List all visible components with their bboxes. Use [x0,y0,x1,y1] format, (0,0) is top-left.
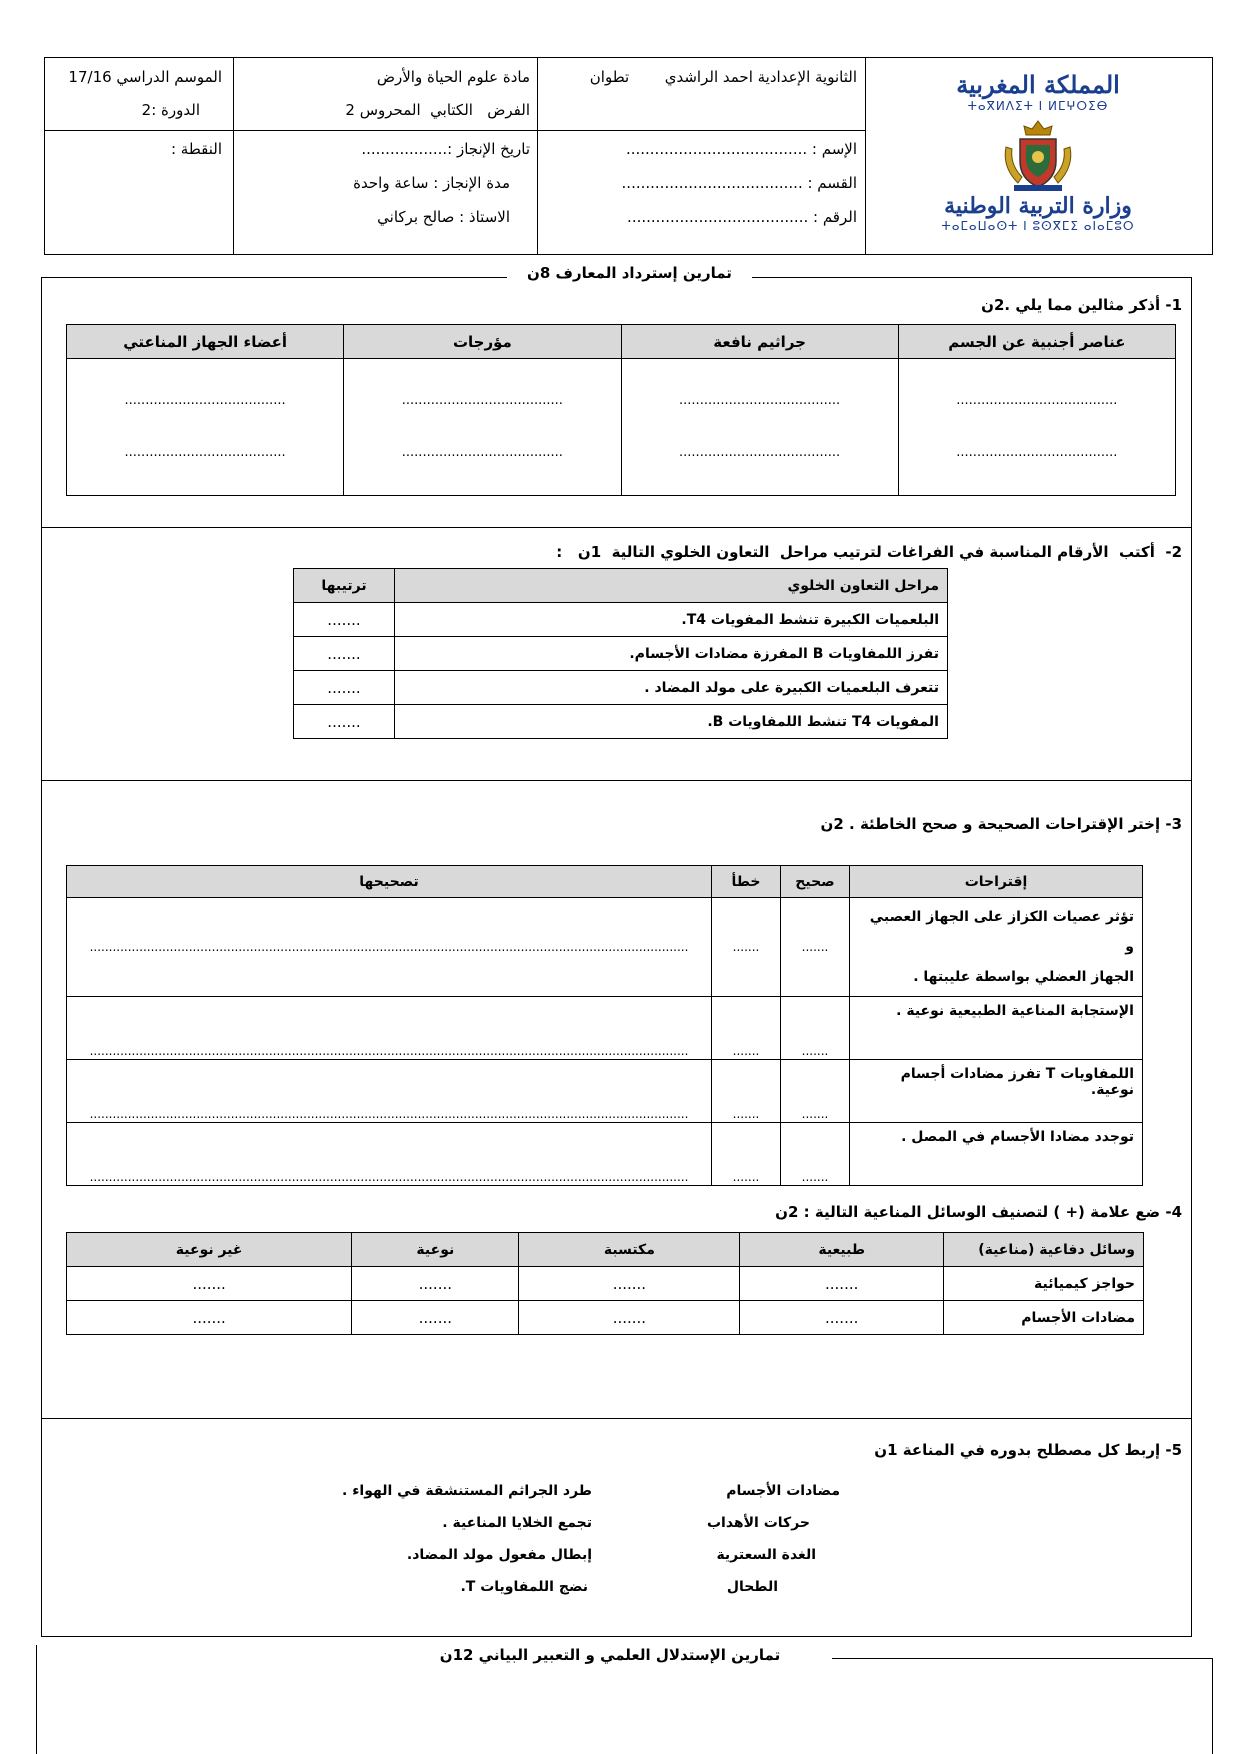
q3-statement: توجدد مضادا الأجسام في المصل . [850,1123,1143,1186]
q3-dots: ....... [801,1107,829,1121]
q3-header: صحيح [781,866,850,898]
q4-header: وسائل دفاعية (مناعية) [944,1233,1144,1267]
q3-true-cell[interactable] [781,1060,850,1123]
section-divider [41,1418,1192,1419]
q4-dots: ....... [418,1308,453,1327]
q4-mark-cell[interactable] [519,1301,740,1335]
q1-answer-dots: ....................................... [956,393,1118,408]
q1-table [66,324,1176,496]
q2-order-cell[interactable] [294,671,395,705]
q3-dots: ....... [732,1170,760,1184]
grade-field[interactable]: النقطة : [170,140,222,158]
ministry-logo [870,62,1206,250]
q5-term[interactable]: حركات الأهداب [706,1515,810,1531]
q4-mark-cell[interactable] [67,1301,352,1335]
q1-answer-dots: ....................................... [124,393,286,408]
part1-title: تمارين إسترداد المعارف 8ن [527,264,732,282]
exam-session: الدورة :2 [141,101,200,119]
header-divider [233,57,234,254]
q3-dots: ....... [801,940,829,954]
kingdom-tifinagh: ⵜⴰⴳⵍⴷⵉⵜ ⵏ ⵍⵎⵖⵔⵉⴱ [967,99,1109,113]
student-class-field[interactable]: القسم : ...................................... [621,174,857,192]
q4-mark-cell[interactable] [519,1267,740,1301]
q4-dots: ....... [612,1274,647,1293]
q4-dots: ....... [612,1308,647,1327]
ministry-tifinagh: ⵜⴰⵎⴰⵡⴰⵙⵜ ⵏ ⵓⵙⴳⵎⵉ ⴰⵏⴰⵎⵓⵔ [941,219,1135,233]
q4-header: طبيعية [740,1233,944,1267]
q3-title: 3- إختر الإقتراحات الصحيحة و صحح الخاطئة . 2ن [820,815,1182,833]
q3-true-cell[interactable] [781,898,850,997]
q5-terms [660,1475,840,1603]
q2-header: ترتيبها [294,569,395,603]
q5-term[interactable]: الطحال [726,1579,778,1595]
q1-answer-dots: ....................................... [956,445,1118,460]
school-name: الثانوية الإعدادية احمد الراشدي [664,68,857,86]
q2-order-cell[interactable] [294,705,395,739]
q5-role[interactable]: إبطال مفعول مولد المضاد. [406,1547,592,1563]
q2-table [293,568,948,739]
part2-border-top [832,1658,1213,1659]
header-divider [44,130,866,131]
q4-dots: ....... [192,1308,226,1327]
q1-answer-dots: ....................................... [401,445,563,460]
part2-border-right [1212,1658,1213,1754]
q5-title: 5- إربط كل مصطلح بدوره في المناعة 1ن [874,1441,1182,1459]
q2-row-text: تتعرف البلعميات الكبيرة على مولد المضاد . [395,671,948,705]
q2-order-dots: ....... [327,678,361,697]
q4-mark-cell[interactable] [352,1301,519,1335]
q4-mark-cell[interactable] [740,1301,944,1335]
q4-title: 4- ضع علامة (+ ) لتصنيف الوسائل المناعية التالية : 2ن [775,1203,1182,1221]
q3-header: خطأ [712,866,781,898]
q3-true-cell[interactable] [781,997,850,1060]
q1-answer-cell[interactable] [67,359,344,496]
q4-dots: ....... [825,1274,859,1293]
q3-statement: الجهاز العضلي بواسطة عليبتها . [913,969,1134,985]
q4-row-label: مضادات الأجسام [944,1301,1144,1335]
q5-term[interactable]: الغدة السعترية [716,1547,816,1563]
part2-border-left [36,1645,37,1754]
q1-answer-dots: ....................................... [401,393,563,408]
q3-true-cell[interactable] [781,1123,850,1186]
q3-correction-cell[interactable] [67,997,712,1060]
q1-answer-dots: ....................................... [679,445,841,460]
q2-row-text: البلعميات الكبيرة تنشط المفويات T4. [395,603,948,637]
q3-correction-cell[interactable] [67,1060,712,1123]
q3-statement: الإستجابة المناعية الطبيعية نوعية . [850,997,1143,1060]
q5-role[interactable]: نضج اللمفاويات T. [460,1579,588,1595]
q1-answer-cell[interactable] [621,359,898,496]
q4-row-label: حواجز كيميائية [944,1267,1144,1301]
q1-answer-dots: ....................................... [679,393,841,408]
header-divider [865,57,866,254]
q5-role[interactable]: تجمع الخلايا المناعية . [442,1515,592,1531]
part1-border-left [41,277,42,1637]
q2-order-dots: ....... [327,610,361,629]
q4-table [66,1232,1144,1335]
q3-dots: ............................................................................................................................................................. [89,1107,689,1121]
q4-mark-cell[interactable] [740,1267,944,1301]
q3-dots: ....... [732,1107,760,1121]
kingdom-name: المملكة المغربية [956,70,1120,99]
section-divider [41,780,1192,781]
q5-role[interactable]: طرد الجراثم المستنشقة في الهواء . [342,1483,592,1499]
subject: مادة علوم الحياة والأرض [376,68,530,86]
q1-answer-dots: ....................................... [124,445,286,460]
city-name: تطوان [589,68,630,86]
q4-mark-cell[interactable] [67,1267,352,1301]
section-divider [41,527,1192,528]
q2-header: مراحل التعاون الخلوي [395,569,948,603]
header-divider [537,57,538,254]
part1-border-top [752,277,1192,278]
q4-header: نوعية [352,1233,519,1267]
q2-order-cell[interactable] [294,603,395,637]
q2-row-text: المفويات T4 تنشط اللمفاويات B. [395,705,948,739]
q3-false-cell[interactable] [712,1060,781,1123]
q3-header: تصحيحها [67,866,712,898]
q4-dots: ....... [825,1308,859,1327]
q3-dots: ....... [801,1170,829,1184]
q3-statement: تؤثر عصيات الكزاز على الجهاز العصبي و [869,909,1134,955]
q3-false-cell[interactable] [712,997,781,1060]
student-name-field[interactable]: الإسم : ...................................... [625,140,857,158]
q4-header: مكتسبة [519,1233,740,1267]
q5-roles [300,1475,592,1603]
q3-correction-cell[interactable] [67,1123,712,1186]
q4-dots: ....... [192,1274,226,1293]
part1-border-top [41,277,507,278]
exam-date-field[interactable]: تاريخ الإنجاز :.................. [361,140,530,158]
q3-statement: اللمفاويات T تفرز مضادات أجسام نوعية. [850,1060,1143,1123]
q3-dots: ....... [732,940,760,954]
q4-header: غير نوعية [67,1233,352,1267]
teacher-name: الاستاذ : صالح بركاني [377,208,510,226]
q4-dots: ....... [418,1274,453,1293]
q3-dots: ............................................................................................................................................................. [89,1170,689,1184]
q2-order-dots: ....... [327,644,361,663]
q3-false-cell[interactable] [712,1123,781,1186]
q1-answer-cell[interactable] [344,359,621,496]
q3-header: إقتراحات [850,866,1143,898]
q2-row-text: تفرز اللمفاويات B المفرزة مضادات الأجسام. [395,637,948,671]
exam-duration: مدة الإنجاز : ساعة واحدة [353,174,510,192]
q1-title: 1- أذكر مثالين مما يلي .2ن [981,296,1182,314]
section-divider [41,1636,1192,1637]
q1-header: أعضاء الجهاز المناعتي [67,325,344,359]
q1-header: مؤرجات [344,325,621,359]
ministry-name: وزارة التربية الوطنية [944,193,1132,219]
q1-header: جراثيم نافعة [621,325,898,359]
part2-title: تمارين الإستدلال العلمي و التعبير البياني 12ن [439,1646,781,1664]
q1-header: عناصر أجنبية عن الجسم [898,325,1175,359]
student-number-field[interactable]: الرقم : ...................................... [627,208,857,226]
q3-dots: ............................................................................................................................................................. [89,940,689,954]
coat-of-arms-icon [998,117,1078,193]
school-season: الموسم الدراسي 17/16 [68,68,222,86]
q2-order-dots: ....... [327,712,361,731]
q2-title: 2- أكتب الأرقام المناسبة في الفراغات لترتيب مراحل التعاون الخلوي التالية 1ن : [556,543,1182,561]
q3-dots: ............................................................................................................................................................. [89,1044,689,1058]
q3-dots: ....... [732,1044,760,1058]
exam-title: الفرض الكتابي المحروس 2 [345,101,530,119]
q1-answer-cell[interactable] [898,359,1175,496]
part1-border-right [1191,277,1192,1637]
q5-term[interactable]: مضادات الأجسام [726,1483,840,1499]
q3-dots: ....... [801,1044,829,1058]
q4-mark-cell[interactable] [352,1267,519,1301]
q3-correction-cell[interactable] [67,898,712,997]
q3-false-cell[interactable] [712,898,781,997]
q2-order-cell[interactable] [294,637,395,671]
q3-table [66,865,1143,1186]
